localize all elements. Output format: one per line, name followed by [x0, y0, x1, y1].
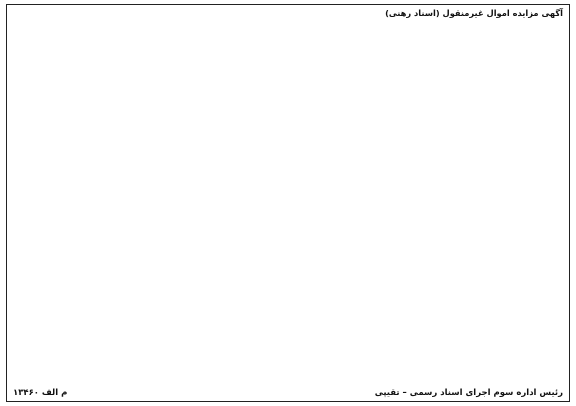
notice-text [13, 8, 563, 19]
issuing-office: رئیس اداره سوم اجرای اسناد رسمی – تقیپی [374, 388, 563, 398]
notice-footer [13, 388, 563, 398]
notice-code: ۱۳۴۶۰ م الف [13, 388, 68, 398]
notice-title: آگهی مزایده اموال غیرمنقول (اسناد رهنی) [385, 8, 563, 18]
notice-box [6, 4, 570, 402]
